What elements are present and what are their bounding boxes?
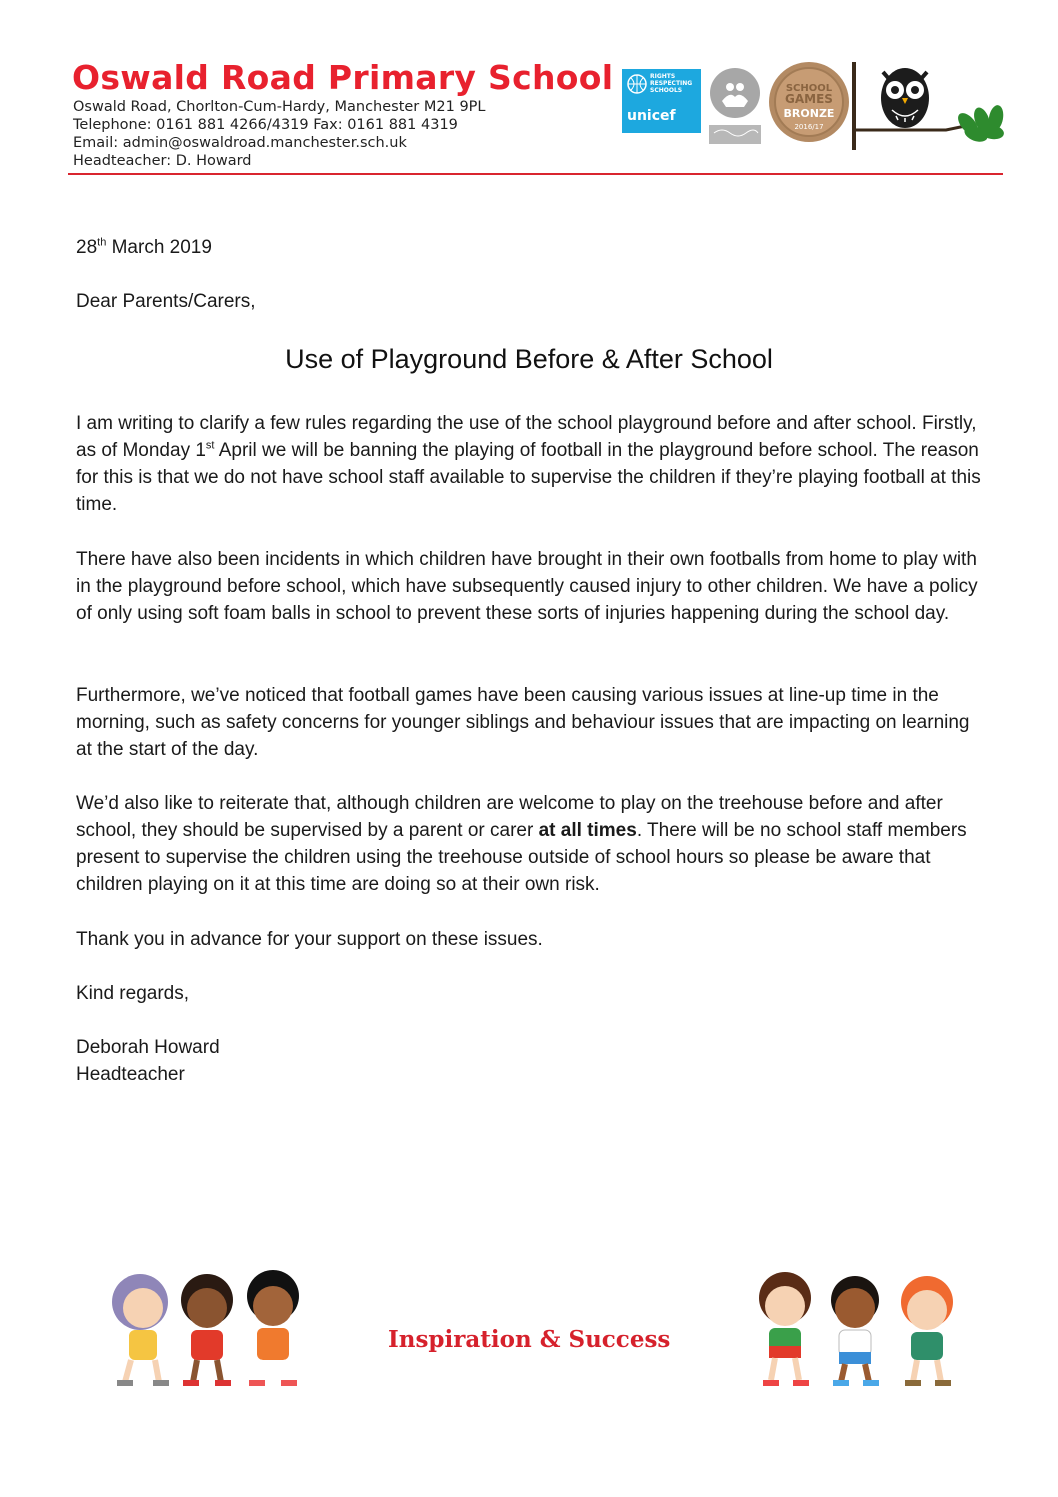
rights-respecting-text: RIGHTS RESPECTING SCHOOLS [650,73,693,94]
date-day: 28 [76,237,98,258]
school-name: Oswald Road Primary School [72,58,614,97]
bronze-badge-year: 2016/17 [794,123,824,131]
signature [76,1034,986,1088]
footer-tagline: Inspiration & Success [388,1326,671,1353]
school-games-bronze-badge [768,61,850,143]
paragraph-4-a: We’d also like to reiterate that, although children are welcome to play on the treehouse before and after school, they should be supervised by a parent or carer [76,793,943,841]
paragraph-4-bold: at all times [538,820,637,841]
children-illustration-right [745,1262,970,1390]
signature-name: Deborah Howard [76,1037,220,1058]
headteacher-line: Headteacher: D. Howard [73,153,252,169]
globe-icon [626,73,648,95]
paragraph-1-sup: st [205,439,215,452]
date-suffix: th [97,236,107,249]
paragraph-3: Furthermore, we’ve noticed that football games have been causing various issues at line-up time in the morning, such as safety concerns for younger siblings and behaviour issues that are impacting on learning at the start of the day. [76,685,970,760]
paragraph-1-a: I am writing to clarify a few rules regarding the use of the school playground before and after school. Firstly, as of Monday 1 [76,413,977,461]
unicef-logo-text: unicef [627,108,676,124]
paragraph-5: Thank you in advance for your support on these issues. [76,929,543,950]
school-telephone: Telephone: 0161 881 4266/4319 Fax: 0161 881 4319 [73,117,458,133]
signature-role: Headteacher [76,1064,185,1085]
school-email: Email: admin@oswaldroad.manchester.sch.uk [73,135,407,151]
rights-respecting-badge [622,69,701,133]
paragraph-1 [76,410,986,518]
letterhead [0,0,1058,190]
bronze-badge-line2: GAMES [785,92,833,106]
owl-branch-logo [850,60,1010,152]
salutation: Dear Parents/Carers, [76,291,256,312]
paragraph-4-b: . There will be no school staff members present to supervise the children using the treehouse outside of school hours so please be aware that children playing on it at this time are doing so at their own risk. [76,820,967,895]
closing: Kind regards, [76,983,190,1004]
paragraph-4 [76,790,986,898]
letter-date [76,234,986,261]
bronze-badge-line1: SCHOOL [785,83,833,94]
silver-wellbeing-badge [708,67,762,145]
bronze-badge-line3: BRONZE [783,107,835,120]
school-address: Oswald Road, Chorlton-Cum-Hardy, Manchester M21 9PL [73,99,486,115]
paragraph-2: There have also been incidents in which children have brought in their own footballs from home to play with in the playground before school, which have subsequently caused injury to other children. We have a policy of only using soft foam balls in school to prevent these sorts of injuries happening during the school day. [76,549,978,624]
date-rest: March 2019 [106,237,212,258]
letter-title: Use of Playground Before & After School [285,344,773,374]
children-illustration-left [95,1262,315,1390]
header-divider [68,173,1003,175]
paragraph-1-b: April we will be banning the playing of football in the playground before school. The reason for this is that we do not have school staff available to supervise the children if they’re playing football at this time. [76,440,981,515]
